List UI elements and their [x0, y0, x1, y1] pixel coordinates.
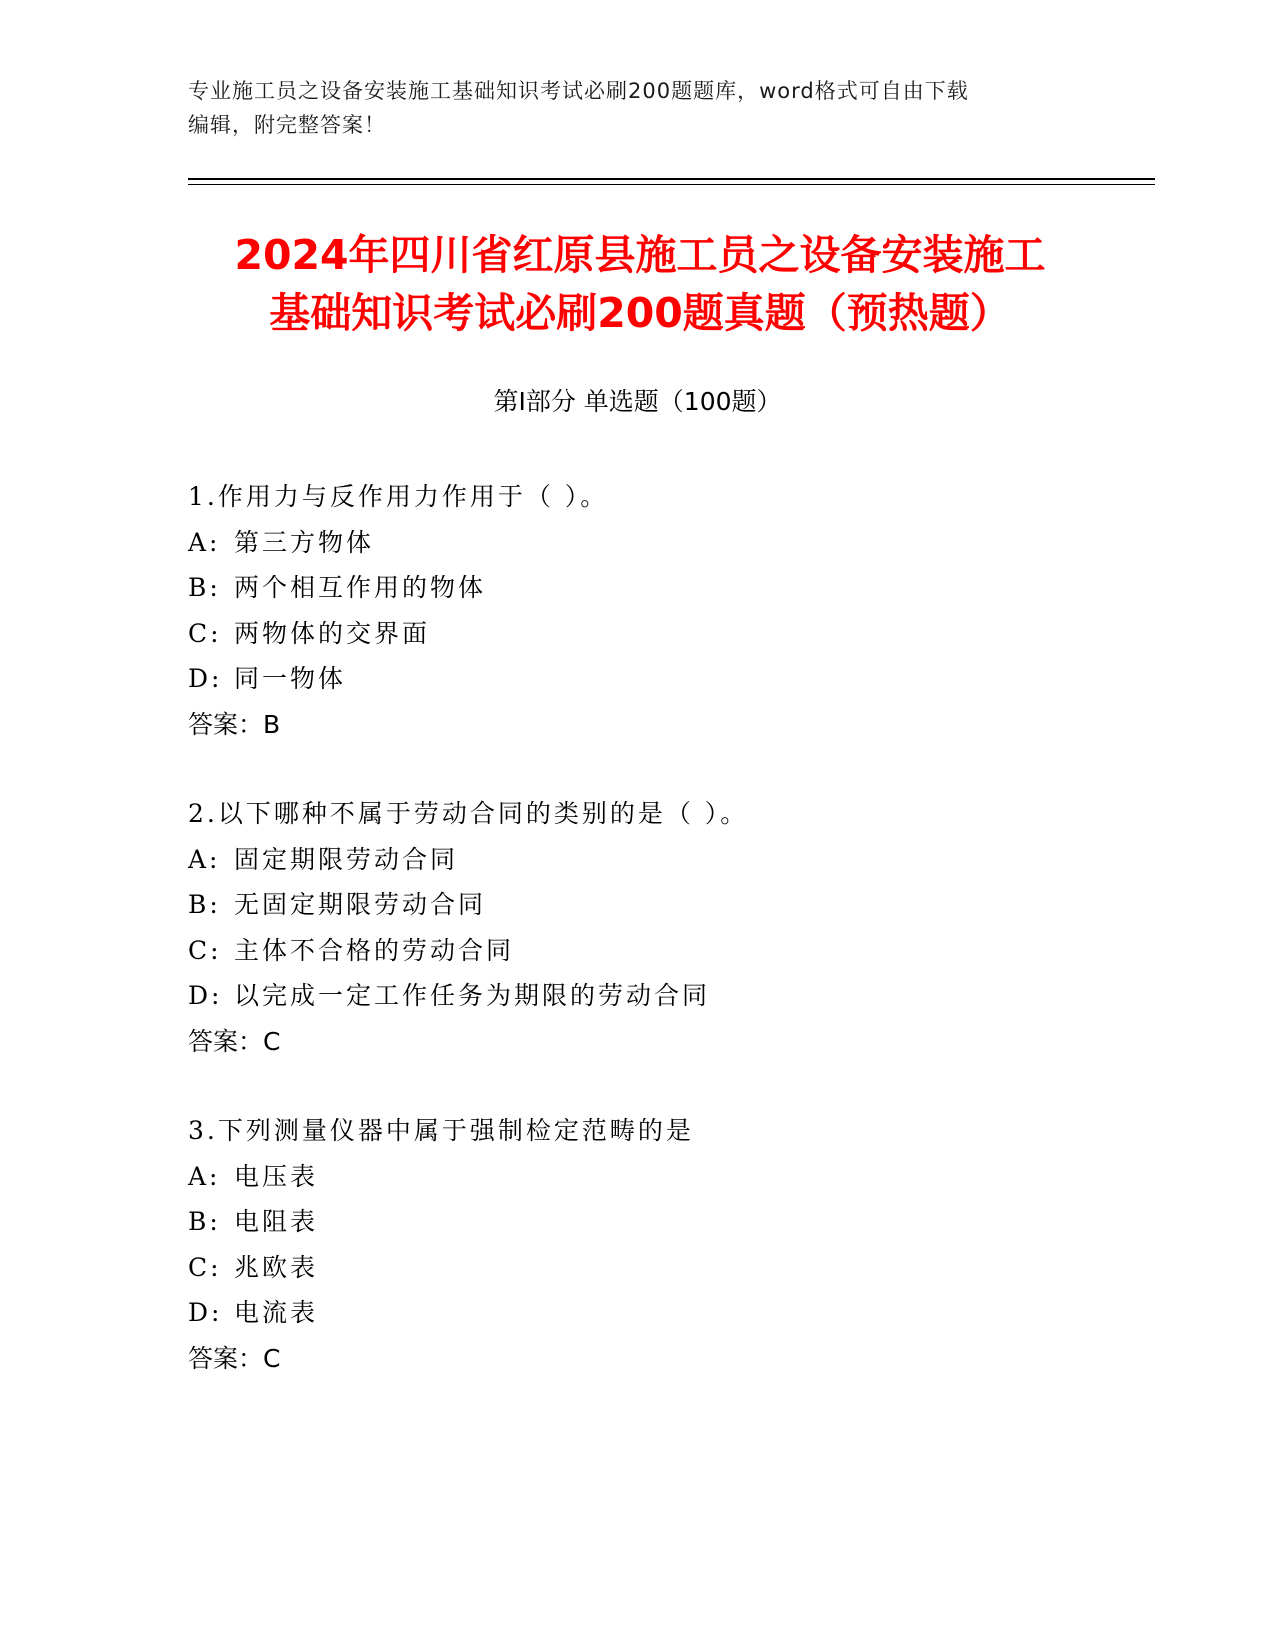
option-c [188, 1245, 1148, 1291]
option-letter: A: [188, 1161, 221, 1191]
option-text: 电压表 [234, 1161, 319, 1191]
question-list [188, 474, 1148, 1425]
option-letter: B: [188, 573, 221, 602]
option-letter: D: [188, 664, 223, 693]
option-text: 无固定期限劳动合同 [234, 890, 487, 919]
question-3 [188, 1108, 1148, 1381]
option-d [188, 1290, 1148, 1336]
question-stem: 1.作用力与反作用力作用于（ ）。 [188, 482, 609, 511]
option-c [188, 611, 1148, 657]
document-header-note [188, 74, 1088, 142]
document-title-line-2: 基础知识考试必刷200题真题（预热题） [269, 289, 1011, 337]
answer-line: 答案：C [188, 1026, 281, 1056]
option-d [188, 656, 1148, 702]
header-note-line-1: 专业施工员之设备安装施工基础知识考试必刷200题题库，word格式可自由下载 [188, 79, 969, 103]
option-text: 电流表 [234, 1298, 319, 1327]
header-divider-thick [188, 178, 1155, 180]
option-text: 兆欧表 [234, 1252, 319, 1282]
option-letter: D: [188, 1298, 223, 1327]
option-text: 以完成一定工作任务为期限的劳动合同 [234, 981, 711, 1010]
option-letter: C: [188, 935, 222, 965]
option-letter: C: [188, 618, 222, 648]
option-letter: A: [188, 844, 221, 874]
option-letter: B: [188, 890, 221, 919]
header-note-line-2: 编辑，附完整答案！ [188, 113, 386, 137]
document-title-line-1: 2024年四川省红原县施工员之设备安装施工 [234, 231, 1046, 279]
option-c [188, 928, 1148, 974]
option-text: 固定期限劳动合同 [234, 844, 459, 874]
option-text: 同一物体 [234, 664, 347, 693]
section-heading: 第Ⅰ部分 单选题（100题） [493, 387, 782, 416]
option-text: 主体不合格的劳动合同 [234, 935, 515, 965]
option-b [188, 565, 1148, 611]
answer-line: 答案：C [188, 1343, 281, 1373]
header-divider-thin [188, 184, 1155, 185]
option-a [188, 837, 1148, 883]
option-b [188, 1199, 1148, 1245]
document-title [150, 226, 1130, 342]
question-1 [188, 474, 1148, 747]
option-a [188, 520, 1148, 566]
option-text: 电阻表 [234, 1207, 319, 1236]
option-letter: A: [188, 527, 221, 557]
option-letter: C: [188, 1252, 222, 1282]
option-d [188, 973, 1148, 1019]
question-stem: 3.下列测量仪器中属于强制检定范畴的是 [188, 1116, 694, 1145]
answer-line: 答案：B [188, 709, 281, 739]
question-stem: 2.以下哪种不属于劳动合同的类别的是（ ）。 [188, 799, 749, 828]
option-b [188, 882, 1148, 928]
option-text: 第三方物体 [234, 527, 375, 557]
option-a [188, 1154, 1148, 1200]
option-letter: D: [188, 981, 223, 1010]
option-letter: B: [188, 1207, 221, 1236]
option-text: 两物体的交界面 [234, 618, 431, 648]
option-text: 两个相互作用的物体 [234, 573, 487, 602]
question-2 [188, 791, 1148, 1064]
